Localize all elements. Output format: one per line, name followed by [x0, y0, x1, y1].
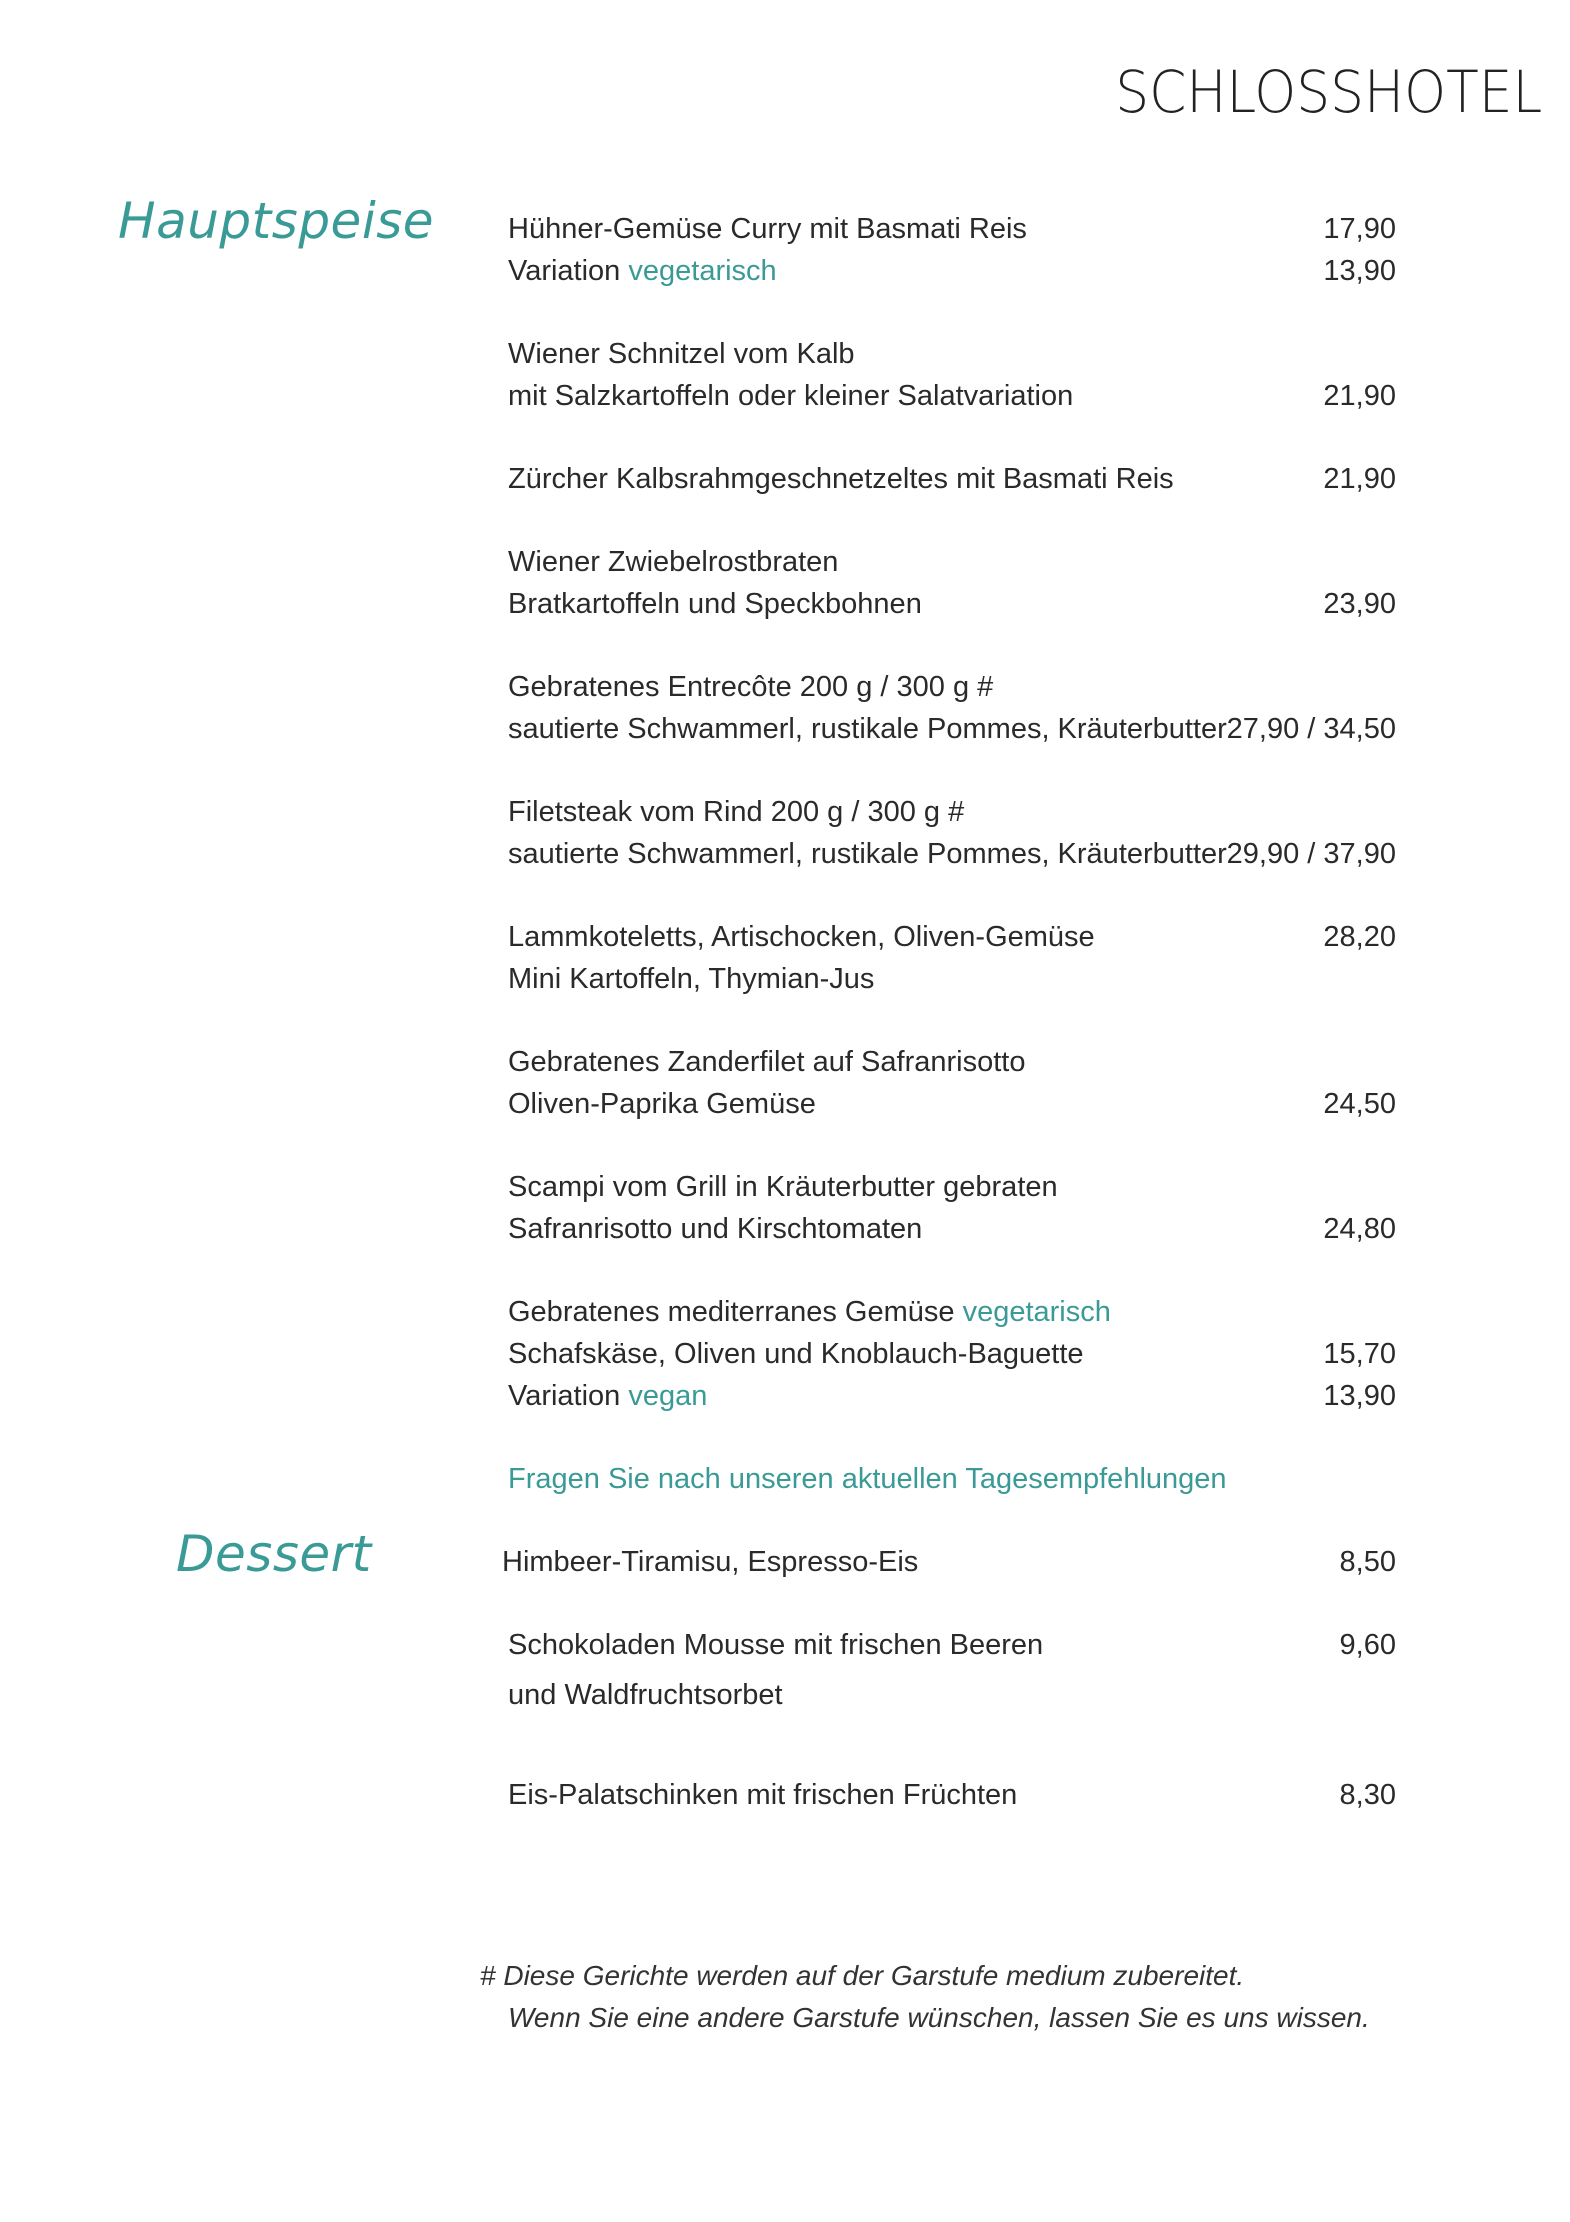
menu-item-row	[508, 1674, 1396, 1716]
item-description: sautierte Schwammerl, rustikale Pommes, Kräuterbutter	[508, 713, 1227, 745]
item-price: 21,90	[1323, 380, 1396, 412]
diet-tag-vegan: vegan	[628, 1380, 708, 1412]
item-description: mit Salzkartoffeln oder kleiner Salatvariation	[508, 380, 1074, 412]
menu-item-row	[508, 1083, 1396, 1125]
item-description: Gebratenes Entrecôte 200 g / 300 g #	[508, 671, 994, 703]
diet-tag-vegetarian: vegetarisch	[962, 1296, 1111, 1328]
menu-item-row	[508, 1774, 1396, 1816]
doneness-footnote	[480, 1955, 1370, 2039]
item-description: Schafskäse, Oliven und Knoblauch-Baguette	[508, 1338, 1084, 1370]
menu-item-row	[508, 1375, 1396, 1417]
item-description	[508, 250, 777, 292]
menu-item-row	[508, 375, 1396, 417]
item-price: 27,90 / 34,50	[1226, 713, 1396, 745]
item-price: 21,90	[1323, 463, 1396, 495]
item-description: Mini Kartoffeln, Thymian-Jus	[508, 963, 875, 995]
item-price: 28,20	[1323, 921, 1396, 953]
item-price: 8,50	[1339, 1546, 1396, 1578]
menu-item-row	[508, 583, 1396, 625]
item-price: 13,90	[1323, 1380, 1396, 1412]
menu-item-row	[508, 208, 1396, 250]
menu-item-row	[508, 250, 1396, 292]
item-description: Wiener Schnitzel vom Kalb	[508, 338, 855, 370]
diet-tag-vegetarian: vegetarisch	[628, 255, 777, 287]
menu-item-row	[508, 833, 1396, 875]
item-description: Lammkoteletts, Artischocken, Oliven-Gemüse	[508, 921, 1095, 953]
item-price: 15,70	[1323, 1338, 1396, 1370]
item-description: sautierte Schwammerl, rustikale Pommes, Kräuterbutter	[508, 838, 1227, 870]
section-title-main-course: Hauptspeise	[118, 192, 435, 250]
item-description: Scampi vom Grill in Kräuterbutter gebraten	[508, 1171, 1058, 1203]
item-variation-label: Variation	[508, 255, 621, 287]
item-description: Bratkartoffeln und Speckbohnen	[508, 588, 922, 620]
hotel-logo: SCHLOSSHOTEL	[1115, 58, 1543, 126]
item-description: Oliven-Paprika Gemüse	[508, 1088, 816, 1120]
menu-item-row	[508, 791, 1396, 833]
item-price: 8,30	[1339, 1779, 1396, 1811]
item-description: Wiener Zwiebelrostbraten	[508, 546, 839, 578]
menu-item-row	[508, 1333, 1396, 1375]
menu-item-row	[508, 1208, 1396, 1250]
item-price: 13,90	[1323, 255, 1396, 287]
item-description: Filetsteak vom Rind 200 g / 300 g #	[508, 796, 965, 828]
item-description	[508, 1291, 1111, 1333]
item-price: 23,90	[1323, 588, 1396, 620]
item-description: Schokoladen Mousse mit frischen Beeren	[508, 1629, 1044, 1661]
menu-item-row	[508, 916, 1396, 958]
footnote-line-2: Wenn Sie eine andere Garstufe wünschen, lassen Sie es uns wissen.	[508, 2002, 1370, 2033]
section-title-dessert: Dessert	[176, 1525, 372, 1583]
menu-item-row	[508, 708, 1396, 750]
item-description	[508, 1375, 707, 1417]
menu-item-row	[508, 1166, 1396, 1208]
item-description: Gebratenes Zanderfilet auf Safranrisotto	[508, 1046, 1026, 1078]
item-description: Zürcher Kalbsrahmgeschnetzeltes mit Basmati Reis	[508, 463, 1174, 495]
menu-item-row	[508, 958, 1396, 1000]
item-price: 24,80	[1323, 1213, 1396, 1245]
item-description: Safranrisotto und Kirschtomaten	[508, 1213, 923, 1245]
menu-item-row	[508, 333, 1396, 375]
item-description: und Waldfruchtsorbet	[508, 1679, 783, 1711]
item-description: Eis-Palatschinken mit frischen Früchten	[508, 1779, 1018, 1811]
item-variation-label: Variation	[508, 1380, 621, 1412]
menu-item-row	[502, 1541, 1396, 1583]
item-price: 29,90 / 37,90	[1226, 838, 1396, 870]
menu-item-row	[508, 1624, 1396, 1666]
item-price: 17,90	[1323, 213, 1396, 245]
menu-item-row	[508, 541, 1396, 583]
footnote-line-1: # Diese Gerichte werden auf der Garstufe medium zubereitet.	[480, 1960, 1245, 1991]
daily-recommendations-notice: Fragen Sie nach unseren aktuellen Tagesempfehlungen	[508, 1463, 1227, 1495]
menu-item-row	[508, 1291, 1396, 1333]
item-description: Himbeer-Tiramisu, Espresso-Eis	[502, 1546, 919, 1578]
menu-item-row	[508, 666, 1396, 708]
menu-item-row	[508, 458, 1396, 500]
item-price: 9,60	[1339, 1629, 1396, 1661]
item-name: Gebratenes mediterranes Gemüse	[508, 1296, 955, 1328]
menu-item-row	[508, 1041, 1396, 1083]
item-price: 24,50	[1323, 1088, 1396, 1120]
item-description: Hühner-Gemüse Curry mit Basmati Reis	[508, 213, 1027, 245]
